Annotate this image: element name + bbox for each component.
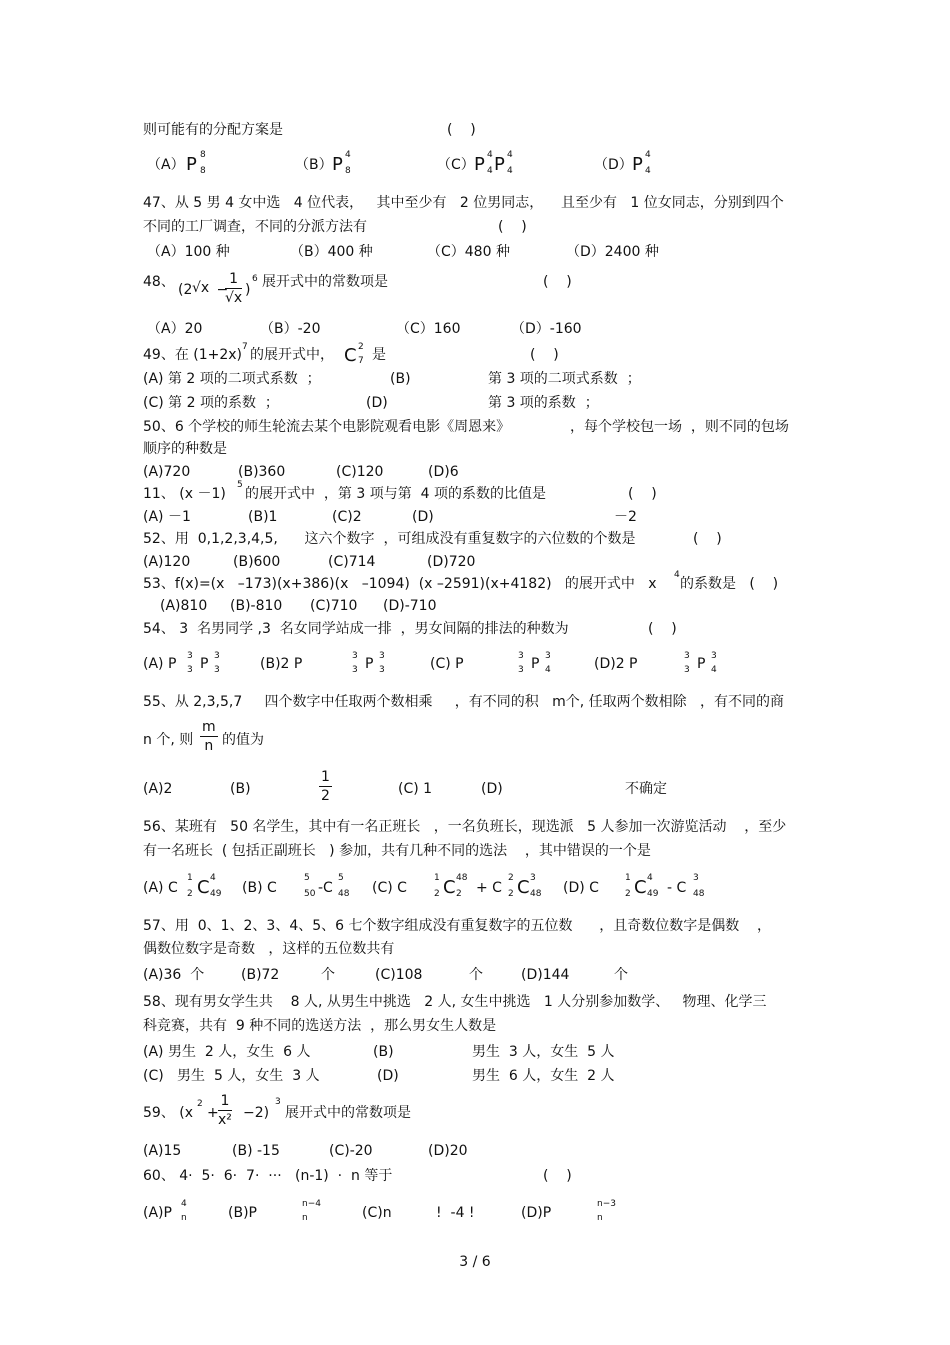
text-line: 47、从 5 男 4 女中选 4 位代表， 其中至少有 2 位男同志， 且至少有 1 位女同志，分别到四个 — [143, 195, 784, 211]
text-line: (D)144 — [521, 967, 570, 983]
math-symbol: n−3 — [597, 1199, 616, 1209]
math-symbol: 4 — [487, 166, 493, 176]
math-symbol: 3 — [187, 665, 193, 675]
math-symbol: C — [443, 877, 456, 898]
text-line: ( ) — [543, 1168, 572, 1184]
math-symbol: C — [634, 877, 647, 898]
math-symbol: 48 — [456, 873, 468, 883]
math-symbol: 48 — [693, 889, 705, 899]
math-symbol: 4 — [645, 166, 651, 176]
text-line: 54、 3 名男同学 ,3 名女同学站成一排 ，男女间隔的排法的种数为 — [143, 621, 569, 637]
text-line: (A) －1 — [143, 509, 191, 525]
text-line: (A)P — [143, 1205, 172, 1221]
text-line: 52、用 0,1,2,3,4,5, 这六个数字 ，可组成没有重复数字的六位数的个数是 — [143, 531, 636, 547]
text-line: (D) — [366, 395, 388, 411]
fraction-numerator: 1 — [225, 270, 242, 289]
text-line: 不同的工厂调查，不同的分派方法有 — [143, 219, 367, 235]
math-symbol: 1 — [625, 873, 631, 883]
text-line: (A) C — [143, 880, 178, 896]
math-symbol: 5 — [338, 873, 344, 883]
text-line: 不确定 — [625, 781, 667, 797]
text-line: 是 — [372, 347, 386, 363]
text-line: (D)-710 — [383, 598, 437, 614]
math-symbol: −2) — [243, 1105, 270, 1121]
math-symbol: 2 — [358, 342, 364, 352]
math-symbol: P — [697, 656, 706, 672]
math-symbol: 7 — [358, 356, 364, 366]
fraction-numerator: 1 — [321, 769, 330, 785]
math-symbol: C — [517, 877, 530, 898]
math-symbol: 3 — [352, 665, 358, 675]
text-line: （D）2400 种 — [566, 244, 659, 260]
math-symbol: + — [207, 1105, 219, 1121]
text-line: （D）-160 — [511, 321, 582, 337]
text-line: 第 3 项的二项式系数 ； — [488, 371, 641, 387]
text-line: (C) C — [372, 880, 407, 896]
text-line: 的系数是 ( ) — [680, 576, 779, 592]
math-symbol: n — [597, 1213, 603, 1223]
fraction-denominator: 2 — [321, 788, 330, 804]
math-symbol: P — [494, 154, 505, 175]
math-symbol: 4 — [647, 873, 653, 883]
math-symbol: C — [197, 877, 210, 898]
math-symbol: n — [302, 1213, 308, 1223]
text-line: (B) — [230, 781, 251, 797]
text-line: 个 — [614, 967, 628, 983]
math-symbol: 4 — [181, 1199, 187, 1209]
text-line: (B) C — [242, 880, 277, 896]
text-line: (D)720 — [427, 554, 476, 570]
text-line: ! -4 ! — [436, 1205, 475, 1221]
text-line: (C)714 — [328, 554, 376, 570]
math-symbol: 3 — [379, 651, 385, 661]
text-line: （B） — [295, 157, 333, 173]
math-symbol: 1 — [434, 873, 440, 883]
text-line: (A) P — [143, 656, 177, 672]
text-line: (B) — [373, 1044, 394, 1060]
math-symbol: 4 — [507, 166, 513, 176]
math-symbol: P — [200, 656, 209, 672]
text-line: 男生 6 人，女生 2 人 — [472, 1068, 615, 1084]
text-line: (B) -15 — [232, 1143, 280, 1159]
math-symbol: 3 — [379, 665, 385, 675]
math-symbol: 5 — [304, 873, 310, 883]
text-line: (B)P — [228, 1205, 257, 1221]
math-symbol: 2 — [625, 889, 631, 899]
math-symbol: 3 — [214, 665, 220, 675]
text-line: 11、 (x －1) — [143, 486, 226, 502]
text-line: （A）20 — [147, 321, 203, 337]
fraction-numerator: 1 — [218, 1092, 232, 1111]
text-line: (C) 1 — [398, 781, 433, 797]
text-line: 60、 4· 5· 6· 7· ··· (n-1) · n 等于 — [143, 1168, 393, 1184]
text-line: (C)108 — [375, 967, 423, 983]
math-symbol: 4 — [487, 150, 493, 160]
text-line: ( ) — [498, 219, 527, 235]
text-line: (B)1 — [248, 509, 278, 525]
text-line: (C) P — [430, 656, 464, 672]
math-symbol: ) — [245, 282, 251, 298]
math-symbol: 4 — [674, 570, 680, 580]
math-symbol: P — [632, 154, 643, 175]
math-symbol: P — [365, 656, 374, 672]
math-symbol: 3 — [684, 651, 690, 661]
text-line: (D) — [377, 1068, 399, 1084]
math-symbol: 1 — [187, 873, 193, 883]
text-line: 56、某班有 50 名学生，其中有一名正班长 ，一名负班长，现选派 5 人参加一次游览活动 ，至少 — [143, 819, 787, 835]
text-line: (C)n — [362, 1205, 392, 1221]
math-symbol: 8 — [200, 150, 206, 160]
text-line: (A)15 — [143, 1143, 182, 1159]
text-line: 展开式中的常数项是 — [262, 274, 388, 290]
math-symbol: 4 — [210, 873, 216, 883]
text-line: (B)-810 — [230, 598, 283, 614]
text-line: ( ) — [628, 486, 657, 502]
math-symbol: 3 — [352, 651, 358, 661]
text-line: (B)360 — [238, 464, 286, 480]
math-symbol: 3 — [545, 651, 551, 661]
text-line: 53、f(x)=(x –173)(x+386)(x –1094) (x –2591)(x+4182) 的展开式中 x — [143, 576, 657, 592]
math-symbol: 2 — [508, 889, 514, 899]
text-line: 则可能有的分配方案是 — [143, 122, 283, 138]
math-symbol: + C — [476, 880, 502, 896]
math-symbol: (2 — [178, 282, 193, 298]
math-symbol: P — [186, 154, 197, 175]
text-line: 59、 (x — [143, 1105, 194, 1121]
math-symbol: -C — [318, 880, 333, 896]
text-line: 48、 — [143, 274, 175, 290]
math-symbol: 2 — [187, 889, 193, 899]
math-symbol: P — [531, 656, 540, 672]
math-symbol: P — [474, 154, 485, 175]
text-line: ，每个学校包一场 ，则不同的包场 — [570, 419, 789, 435]
text-line: (B)72 — [241, 967, 280, 983]
text-line: 个 — [321, 967, 335, 983]
math-symbol: n — [181, 1213, 187, 1223]
text-line: 的值为 — [222, 732, 264, 748]
text-line: 55、从 2,3,5,7 四个数字中任取两个数相乘 ，有不同的积 m个, 任取两个数相除 ，有不同的商 — [143, 694, 784, 710]
math-symbol: 3 — [518, 665, 524, 675]
math-symbol: 4 — [345, 150, 351, 160]
math-symbol: 7 — [242, 342, 248, 352]
text-line: 展开式中的常数项是 — [285, 1105, 411, 1121]
text-line: 50、6 个学校的师生轮流去某个电影院观看电影《周恩来》 — [143, 419, 511, 435]
text-line: (C)120 — [336, 464, 384, 480]
text-line: 偶数位数字是奇数 ，这样的五位数共有 — [143, 941, 395, 957]
math-symbol: 2 — [456, 889, 462, 899]
math-fraction — [200, 718, 218, 755]
text-line: 49、在 (1+2x) — [143, 347, 243, 363]
math-symbol: 4 — [645, 150, 651, 160]
math-symbol: 48 — [530, 889, 542, 899]
text-line: －2 — [614, 509, 637, 525]
text-line: (A)2 — [143, 781, 173, 797]
text-line: 顺序的种数是 — [143, 441, 227, 457]
text-line: （C）160 — [396, 321, 461, 337]
text-line: (D) — [481, 781, 503, 797]
fraction-numerator: m — [202, 719, 216, 735]
math-symbol: 3 — [711, 651, 717, 661]
math-symbol: n−4 — [302, 1199, 321, 1209]
text-line: 的展开式中， — [250, 347, 334, 363]
text-line: (D)P — [521, 1205, 552, 1221]
math-symbol: 5 — [237, 480, 243, 490]
text-line: （C）480 种 — [427, 244, 510, 260]
text-line: （C） — [437, 157, 475, 173]
fraction-denominator: √x — [225, 290, 243, 306]
text-line: (C) 男生 5 人，女生 3 人 — [143, 1068, 320, 1084]
math-symbol: 50 — [304, 889, 316, 899]
text-line: ( ) — [693, 531, 722, 547]
text-line: (C)-20 — [329, 1143, 373, 1159]
text-line: （B）400 种 — [290, 244, 373, 260]
math-fraction — [218, 1092, 232, 1129]
text-line: ( ) — [543, 274, 572, 290]
math-symbol: 3 — [684, 665, 690, 675]
text-line: (A) 男生 2 人，女生 6 人 — [143, 1044, 311, 1060]
text-line: 57、用 0、1、2、3、4、5、6 七个数字组成没有重复数字的五位数 ，且奇数位数字是偶数 ， — [143, 918, 772, 934]
text-line: (A)120 — [143, 554, 191, 570]
text-line: n 个, 则 — [143, 732, 194, 748]
math-symbol: 49 — [647, 889, 659, 899]
text-line: 男生 3 人，女生 5 人 — [472, 1044, 615, 1060]
text-line: (B)600 — [233, 554, 281, 570]
page-number: 3 / 6 — [459, 1254, 491, 1270]
text-line: ( ) — [447, 122, 476, 138]
math-symbol: 4 — [711, 665, 717, 675]
text-line: (A)810 — [160, 598, 208, 614]
math-symbol: 2 — [508, 873, 514, 883]
fraction-denominator: n — [204, 738, 214, 754]
math-symbol: 4 — [507, 150, 513, 160]
text-line: 个 — [469, 967, 483, 983]
math-symbol: − — [212, 282, 229, 298]
math-symbol: 4 — [545, 665, 551, 675]
math-symbol: 3 — [693, 873, 699, 883]
math-symbol: 3 — [518, 651, 524, 661]
text-line: (C)710 — [310, 598, 358, 614]
math-symbol: P — [332, 154, 343, 175]
math-symbol: C — [344, 345, 357, 366]
math-symbol: - C — [667, 880, 687, 896]
math-symbol: √x — [192, 280, 210, 296]
text-line: ( ) — [530, 347, 559, 363]
text-line: 有一名班长 ( 包括正副班长 ) 参加，共有几种不同的选法 ，其中错误的一个是 — [143, 843, 651, 859]
text-line: (A)720 — [143, 464, 191, 480]
text-line: （D） — [594, 157, 633, 173]
text-line: (D)20 — [428, 1143, 468, 1159]
text-line: (D)6 — [428, 464, 459, 480]
math-symbol: 3 — [275, 1097, 281, 1107]
text-line: (D) — [412, 509, 434, 525]
math-fraction — [225, 270, 242, 307]
text-line: （B）-20 — [260, 321, 321, 337]
fraction-denominator: x² — [218, 1112, 232, 1128]
math-symbol: 48 — [338, 889, 350, 899]
text-line: (B)2 P — [260, 656, 303, 672]
text-line: (D) C — [563, 880, 599, 896]
math-symbol: 3 — [187, 651, 193, 661]
math-symbol: 3 — [214, 651, 220, 661]
text-line: (C) 第 2 项的系数 ； — [143, 395, 279, 411]
text-line: (B) — [390, 371, 411, 387]
text-line: ( ) — [648, 621, 677, 637]
text-line: 的展开式中 ，第 3 项与第 4 项的系数的比值是 — [245, 486, 546, 502]
math-symbol: 8 — [345, 166, 351, 176]
text-line: 58、现有男女学生共 8 人, 从男生中挑选 2 人, 女生中挑选 1 人分别参加数学、 物理、化学三 — [143, 994, 767, 1010]
text-line: 第 3 项的系数 ； — [488, 395, 599, 411]
math-fraction — [319, 768, 332, 805]
text-line: (C)2 — [332, 509, 362, 525]
text-line: (A)36 个 — [143, 967, 205, 983]
text-line: (A) 第 2 项的二项式系数 ； — [143, 371, 321, 387]
text-line: （A）100 种 — [147, 244, 230, 260]
text-line: （A） — [147, 157, 185, 173]
math-symbol: 2 — [197, 1099, 203, 1109]
math-symbol: 8 — [200, 166, 206, 176]
math-symbol: 49 — [210, 889, 222, 899]
text-line: 科竞赛，共有 9 种不同的选送方法 ，那么男女生人数是 — [143, 1018, 497, 1034]
math-symbol: 2 — [434, 889, 440, 899]
math-symbol: 3 — [530, 873, 536, 883]
text-line: (D)2 P — [594, 656, 638, 672]
math-symbol: 6 — [252, 274, 258, 284]
